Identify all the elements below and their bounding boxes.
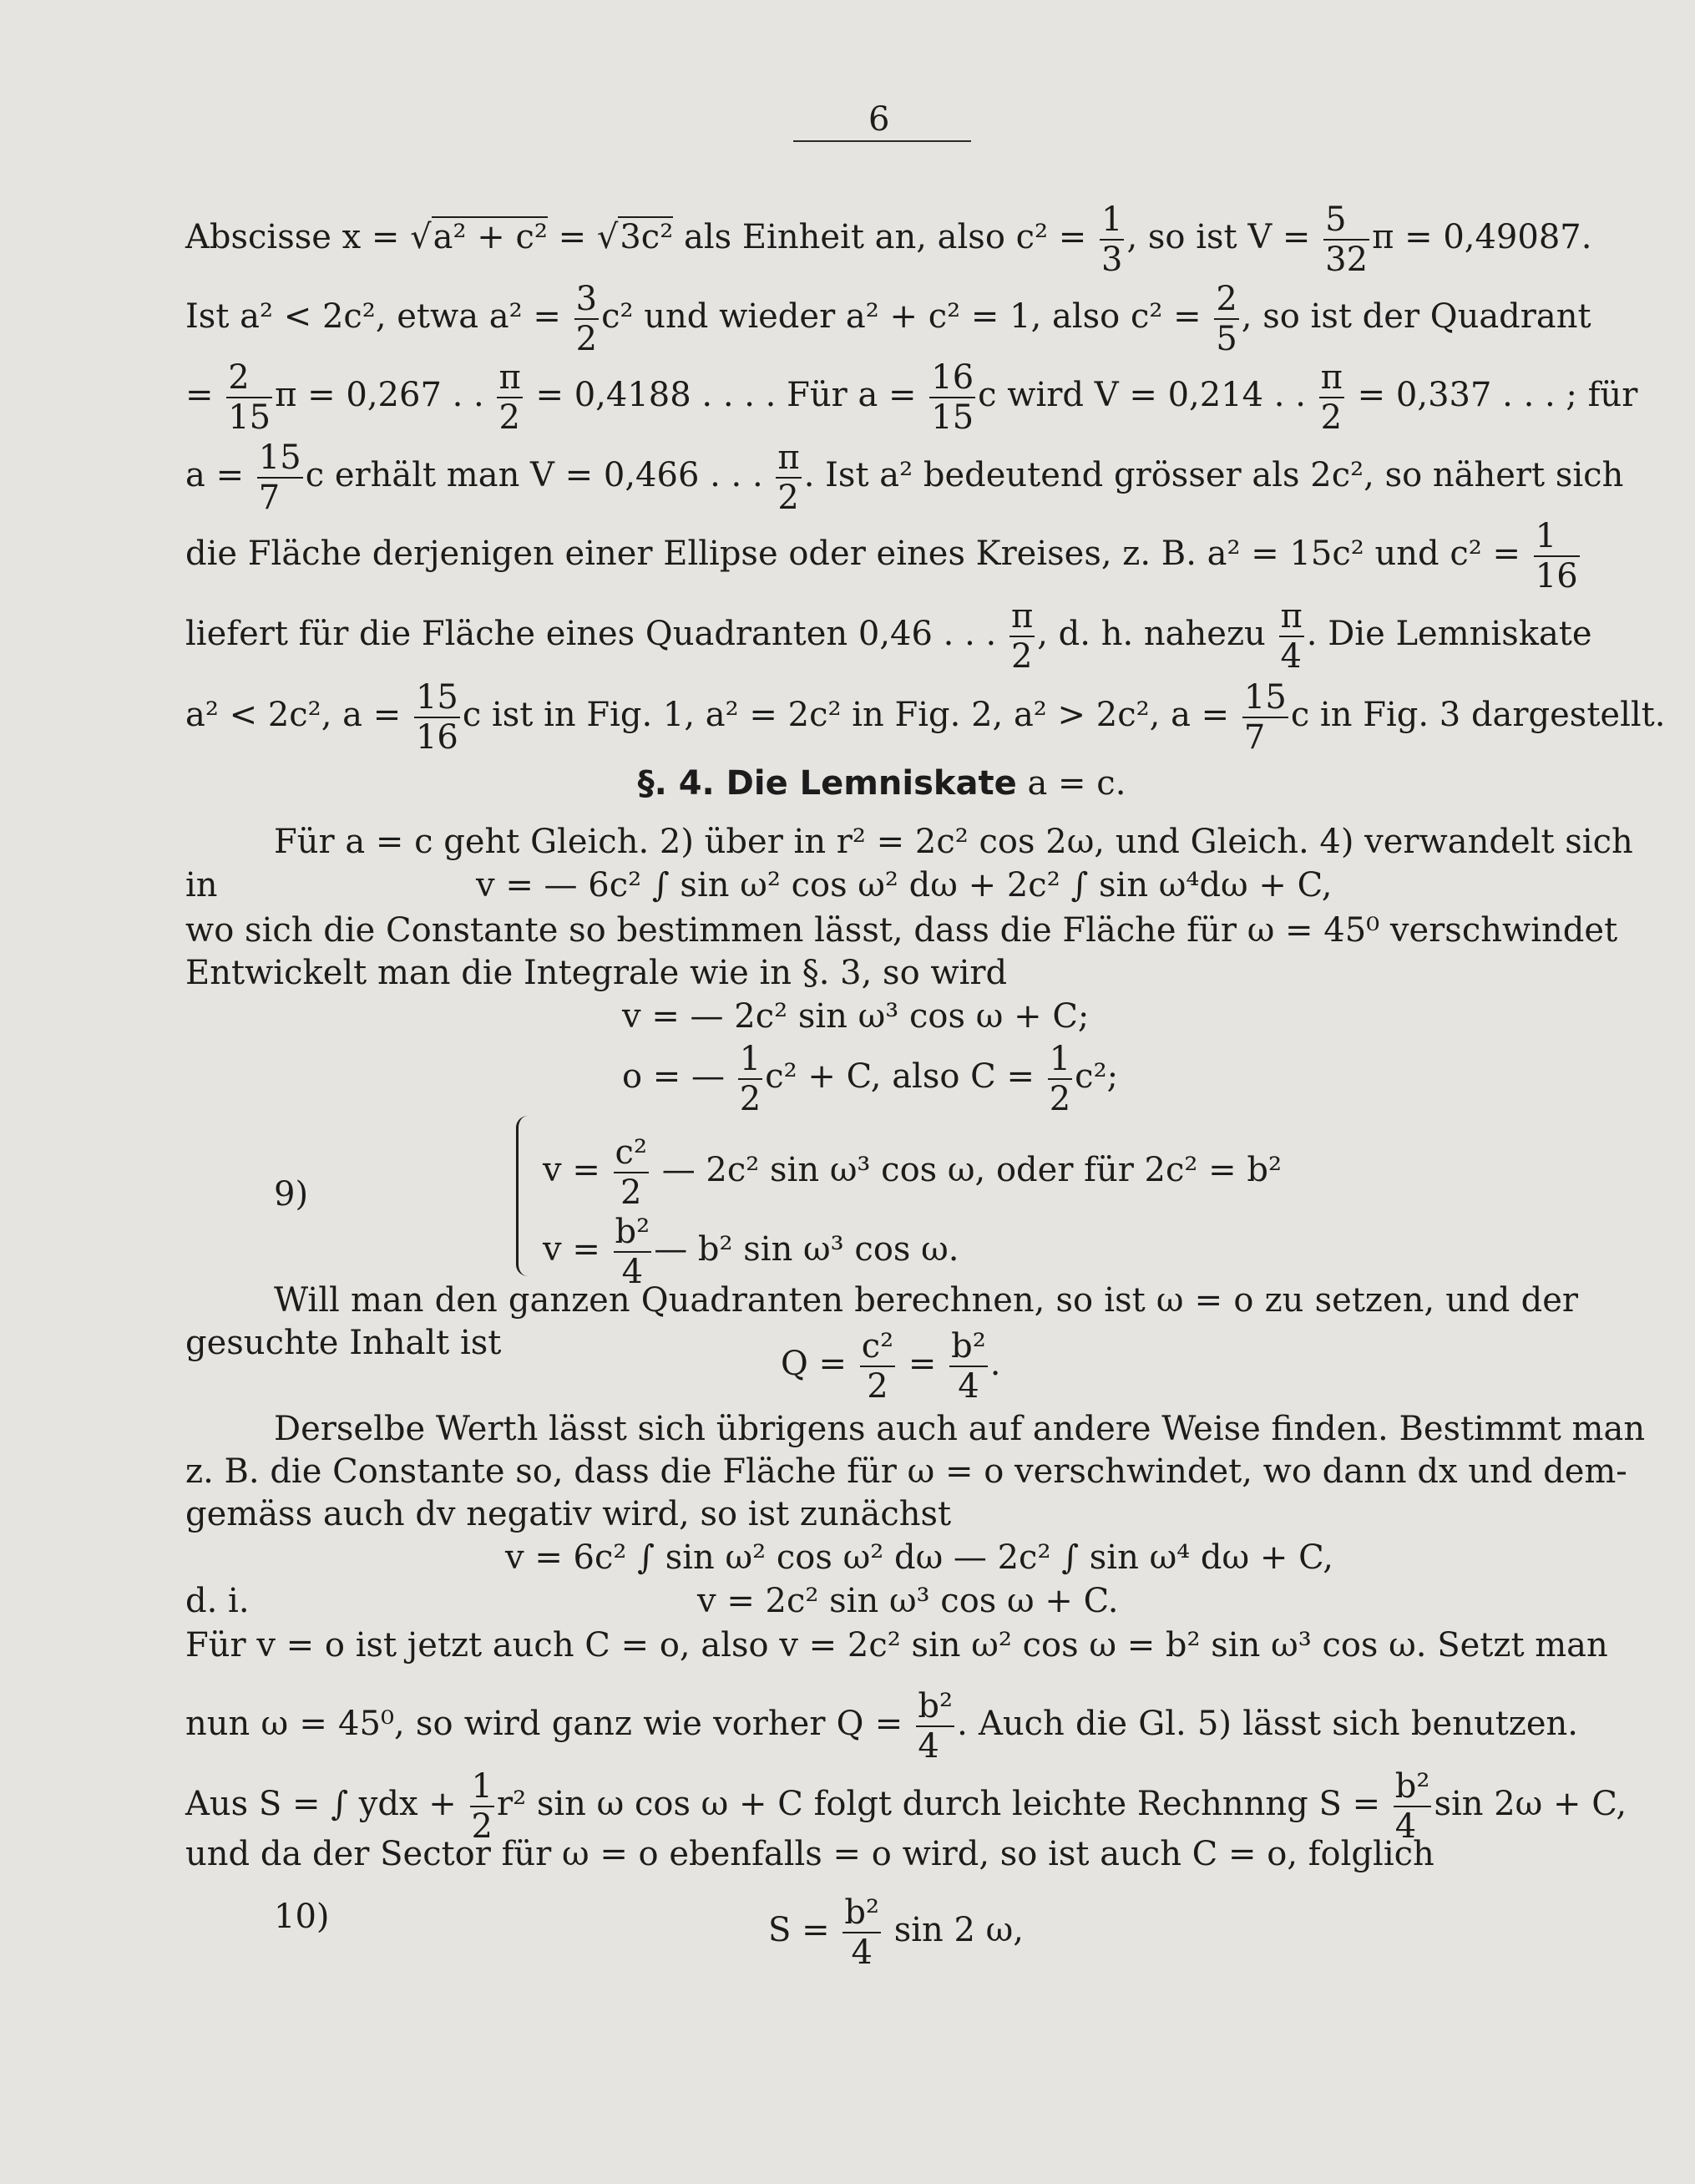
text-line: Entwickelt man die Integrale wie in §. 3, so wird: [185, 954, 1008, 992]
equation: Q = $\frac{\text{c²}}{2}$ = $\frac{\text{b²}}{4}$ .: [781, 1327, 1001, 1406]
text-line: Für v = o ist jetzt auch C = o, also v = 2c² sin ω² cos ω = b² sin ω³ cos ω. Setzt man: [185, 1626, 1608, 1665]
text-line: z. B. die Constante so, dass die Fläche für ω = o verschwindet, wo dann dx und dem-: [185, 1452, 1627, 1491]
text-line: gemäss auch dv negativ wird, so ist zunächst: [185, 1495, 952, 1533]
equation-number: 10): [274, 1898, 330, 1936]
text-line: Will man den ganzen Quadranten berechnen, so ist ω = o zu setzen, und der: [274, 1281, 1578, 1320]
equation: v = $\frac{\text{c²}}{2}$ — 2c² sin ω³ cos ω, oder für 2c² = b²: [543, 1133, 1283, 1212]
equation: v = 2c² sin ω³ cos ω + C.: [697, 1582, 1119, 1620]
brace: [516, 1116, 534, 1276]
equation: v = 6c² ∫ sin ω² cos ω² dω — 2c² ∫ sin ω⁴ dω + C,: [505, 1538, 1333, 1577]
equation: v = — 6c² ∫ sin ω² cos ω² dω + 2c² ∫ sin ω⁴dω + C,: [476, 866, 1333, 905]
text-line: a² < 2c², a = $\frac{15}{16}$ c ist in Fig. 1, a² = 2c² in Fig. 2, a² > 2c², a = $\frac{15}{7}$ c in Fig. 3 dargestellt.: [185, 678, 1666, 757]
text-line: Abscisse x = √a² + c² = √3c² als Einheit an, also c² = $\frac{1}{3}$ , so ist V = $\frac{5}{32}$ π = 0,49087.: [185, 200, 1592, 279]
equation: v = $\frac{\text{b²}}{4}$ — b² sin ω³ cos ω.: [543, 1213, 959, 1291]
page-number: 6: [868, 100, 890, 139]
text-line: d. i.: [185, 1582, 250, 1620]
text-line: gesuchte Inhalt ist: [185, 1324, 502, 1362]
text-line: = $\frac{2}{15}$ π = 0,267 . . $\frac{\pi}{2}$ = 0,4188 . . . . Für a = $\frac{16}{15}$ c wird V = 0,214 . . $\frac{\pi}{2}$ = 0,337 . . . ; für: [185, 358, 1638, 437]
text-line: wo sich die Constante so bestimmen lässt, dass die Fläche für ω = 45⁰ verschwindet: [185, 911, 1618, 950]
text-line: Derselbe Werth lässt sich übrigens auch auf andere Weise finden. Bestimmt man: [274, 1410, 1646, 1448]
equation: v = — 2c² sin ω³ cos ω + C;: [622, 997, 1090, 1036]
equation-number: 9): [274, 1175, 309, 1214]
text-line: und da der Sector für ω = o ebenfalls = o wird, so ist auch C = o, folglich: [185, 1835, 1434, 1873]
text-line: nun ω = 45⁰, so wird ganz wie vorher Q = $\frac{\text{b²}}{4}$ . Auch die Gl. 5) lässt sich benutzen.: [185, 1687, 1579, 1766]
section-heading: §. 4. Die Lemniskate a = c.: [637, 764, 1126, 803]
text-line: a = $\frac{15}{7}$ c erhält man V = 0,466 . . . $\frac{\pi}{2}$ . Ist a² bedeutend grösser als 2c², so nähert sich: [185, 438, 1624, 517]
text-line: liefert für die Fläche eines Quadranten 0,46 . . . $\frac{\pi}{2}$ , d. h. nahezu $\frac{\pi}{4}$ . Die Lemniskate: [185, 597, 1592, 676]
text-line: Ist a² < 2c², etwa a² = $\frac{3}{2}$ c² und wieder a² + c² = 1, also c² = $\frac{2}{5}$ , so ist der Quadrant: [185, 280, 1591, 358]
text-line: Für a = c geht Gleich. 2) über in r² = 2c² cos 2ω, und Gleich. 4) verwandelt sich: [274, 823, 1633, 861]
equation: o = — $\frac{1}{2}$ c² + C, also C = $\frac{1}{2}$ c²;: [622, 1040, 1119, 1118]
header-rule: [793, 140, 971, 142]
equation: S = $\frac{\text{b²}}{4}$ sin 2 ω,: [768, 1893, 1025, 1972]
text-line: in: [185, 866, 218, 905]
text-line: die Fläche derjenigen einer Ellipse oder eines Kreises, z. B. a² = 15c² und c² = $\frac{1}{16}$: [185, 517, 1578, 595]
text-line: Aus S = ∫ ydx + $\frac{1}{2}$ r² sin ω cos ω + C folgt durch leichte Rechnnng S = $\frac{\text{b²}}{4}$ sin 2ω + C,: [185, 1767, 1627, 1846]
